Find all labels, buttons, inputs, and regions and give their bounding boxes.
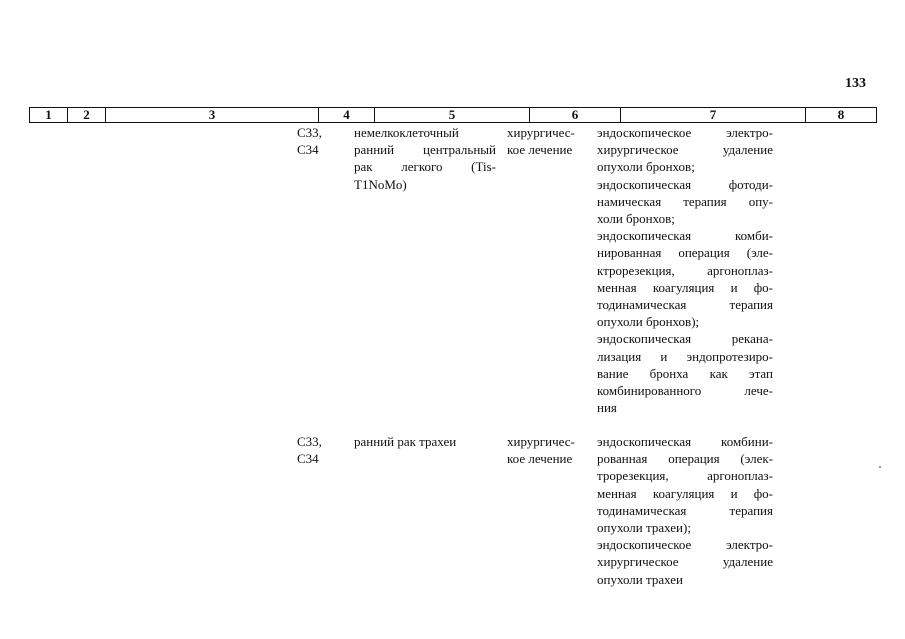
row1-diagnosis-line: рак легкого (Tis-	[354, 159, 496, 175]
row1-diagnosis	[354, 124, 496, 193]
method-line: эндоскопическая комби-	[597, 228, 773, 244]
row1-treatment-line: хирургичес-	[507, 125, 575, 140]
method-line: эндоскопическое электро-	[597, 125, 773, 140]
row2-codes	[297, 433, 347, 467]
row1-methods	[597, 124, 773, 416]
method-line: комбинированного лече-	[597, 383, 773, 399]
header-col-6: 6	[530, 108, 621, 122]
scan-speck	[879, 466, 881, 468]
method-line: ктрорезекция, аргоноплаз-	[597, 262, 773, 278]
row1-codes	[297, 124, 347, 158]
table-header-row	[29, 107, 877, 123]
row1-treatment-line: кое лечение	[507, 142, 573, 158]
header-col-3: 3	[106, 108, 319, 122]
header-col-8: 8	[837, 107, 845, 122]
method-line: трорезекция, аргоноплаз-	[597, 468, 773, 484]
method-line: опухоли бронхов);	[597, 314, 700, 330]
method-line: тодинамическая терапия	[597, 297, 773, 313]
method-line: рованная операция (элек-	[597, 451, 773, 467]
page-number: 133	[845, 76, 866, 91]
row2-treatment-line: кое лечение	[507, 451, 573, 467]
method-line: опухоли трахеи);	[597, 520, 691, 536]
header-col-4: 4	[319, 108, 375, 122]
method-line: менная коагуляция и фо-	[597, 485, 773, 501]
method-line: намическая терапия опу-	[597, 193, 773, 209]
header-col-2: 2	[68, 108, 106, 122]
method-line: эндоскопическая рекана-	[597, 331, 773, 347]
row2-treatment	[507, 433, 595, 467]
row2-code-line: C34	[297, 451, 319, 467]
method-line: опухоли трахеи	[597, 571, 683, 587]
method-line: вание бронха как этап	[597, 365, 773, 381]
method-line: хирургическое удаление	[597, 554, 773, 570]
header-col-5: 5	[375, 108, 530, 122]
method-line: менная коагуляция и фо-	[597, 279, 773, 295]
row1-treatment	[507, 124, 595, 158]
row1-code-line: C34	[297, 142, 319, 158]
method-line: опухоли бронхов;	[597, 159, 695, 175]
row1-code-line: C33,	[297, 125, 322, 140]
method-line: тодинамическая терапия	[597, 502, 773, 518]
row2-diagnosis	[354, 433, 496, 450]
method-line: лизация и эндопротезиро-	[597, 348, 773, 364]
header-col-7: 7	[621, 108, 806, 122]
row2-treatment-line: хирургичес-	[507, 434, 575, 449]
row1-diagnosis-line: ранний центральный	[354, 142, 496, 158]
row2-diagnosis-line: ранний рак трахеи	[354, 434, 457, 449]
method-line: нированная операция (эле-	[597, 245, 773, 261]
row2-methods	[597, 433, 773, 588]
method-line: холи бронхов;	[597, 211, 675, 227]
method-line: хирургическое удаление	[597, 142, 773, 158]
row2-code-line: C33,	[297, 434, 322, 449]
method-line: эндоскопическое электро-	[597, 537, 773, 553]
method-line: ния	[597, 400, 617, 416]
row1-diagnosis-line: T1NoMo)	[354, 176, 407, 192]
method-line: эндоскопическая фотоди-	[597, 176, 773, 192]
header-col-1: 1	[30, 108, 68, 122]
row1-diagnosis-line: немелкоклеточный	[354, 125, 459, 140]
method-line: эндоскопическая комбини-	[597, 434, 773, 449]
